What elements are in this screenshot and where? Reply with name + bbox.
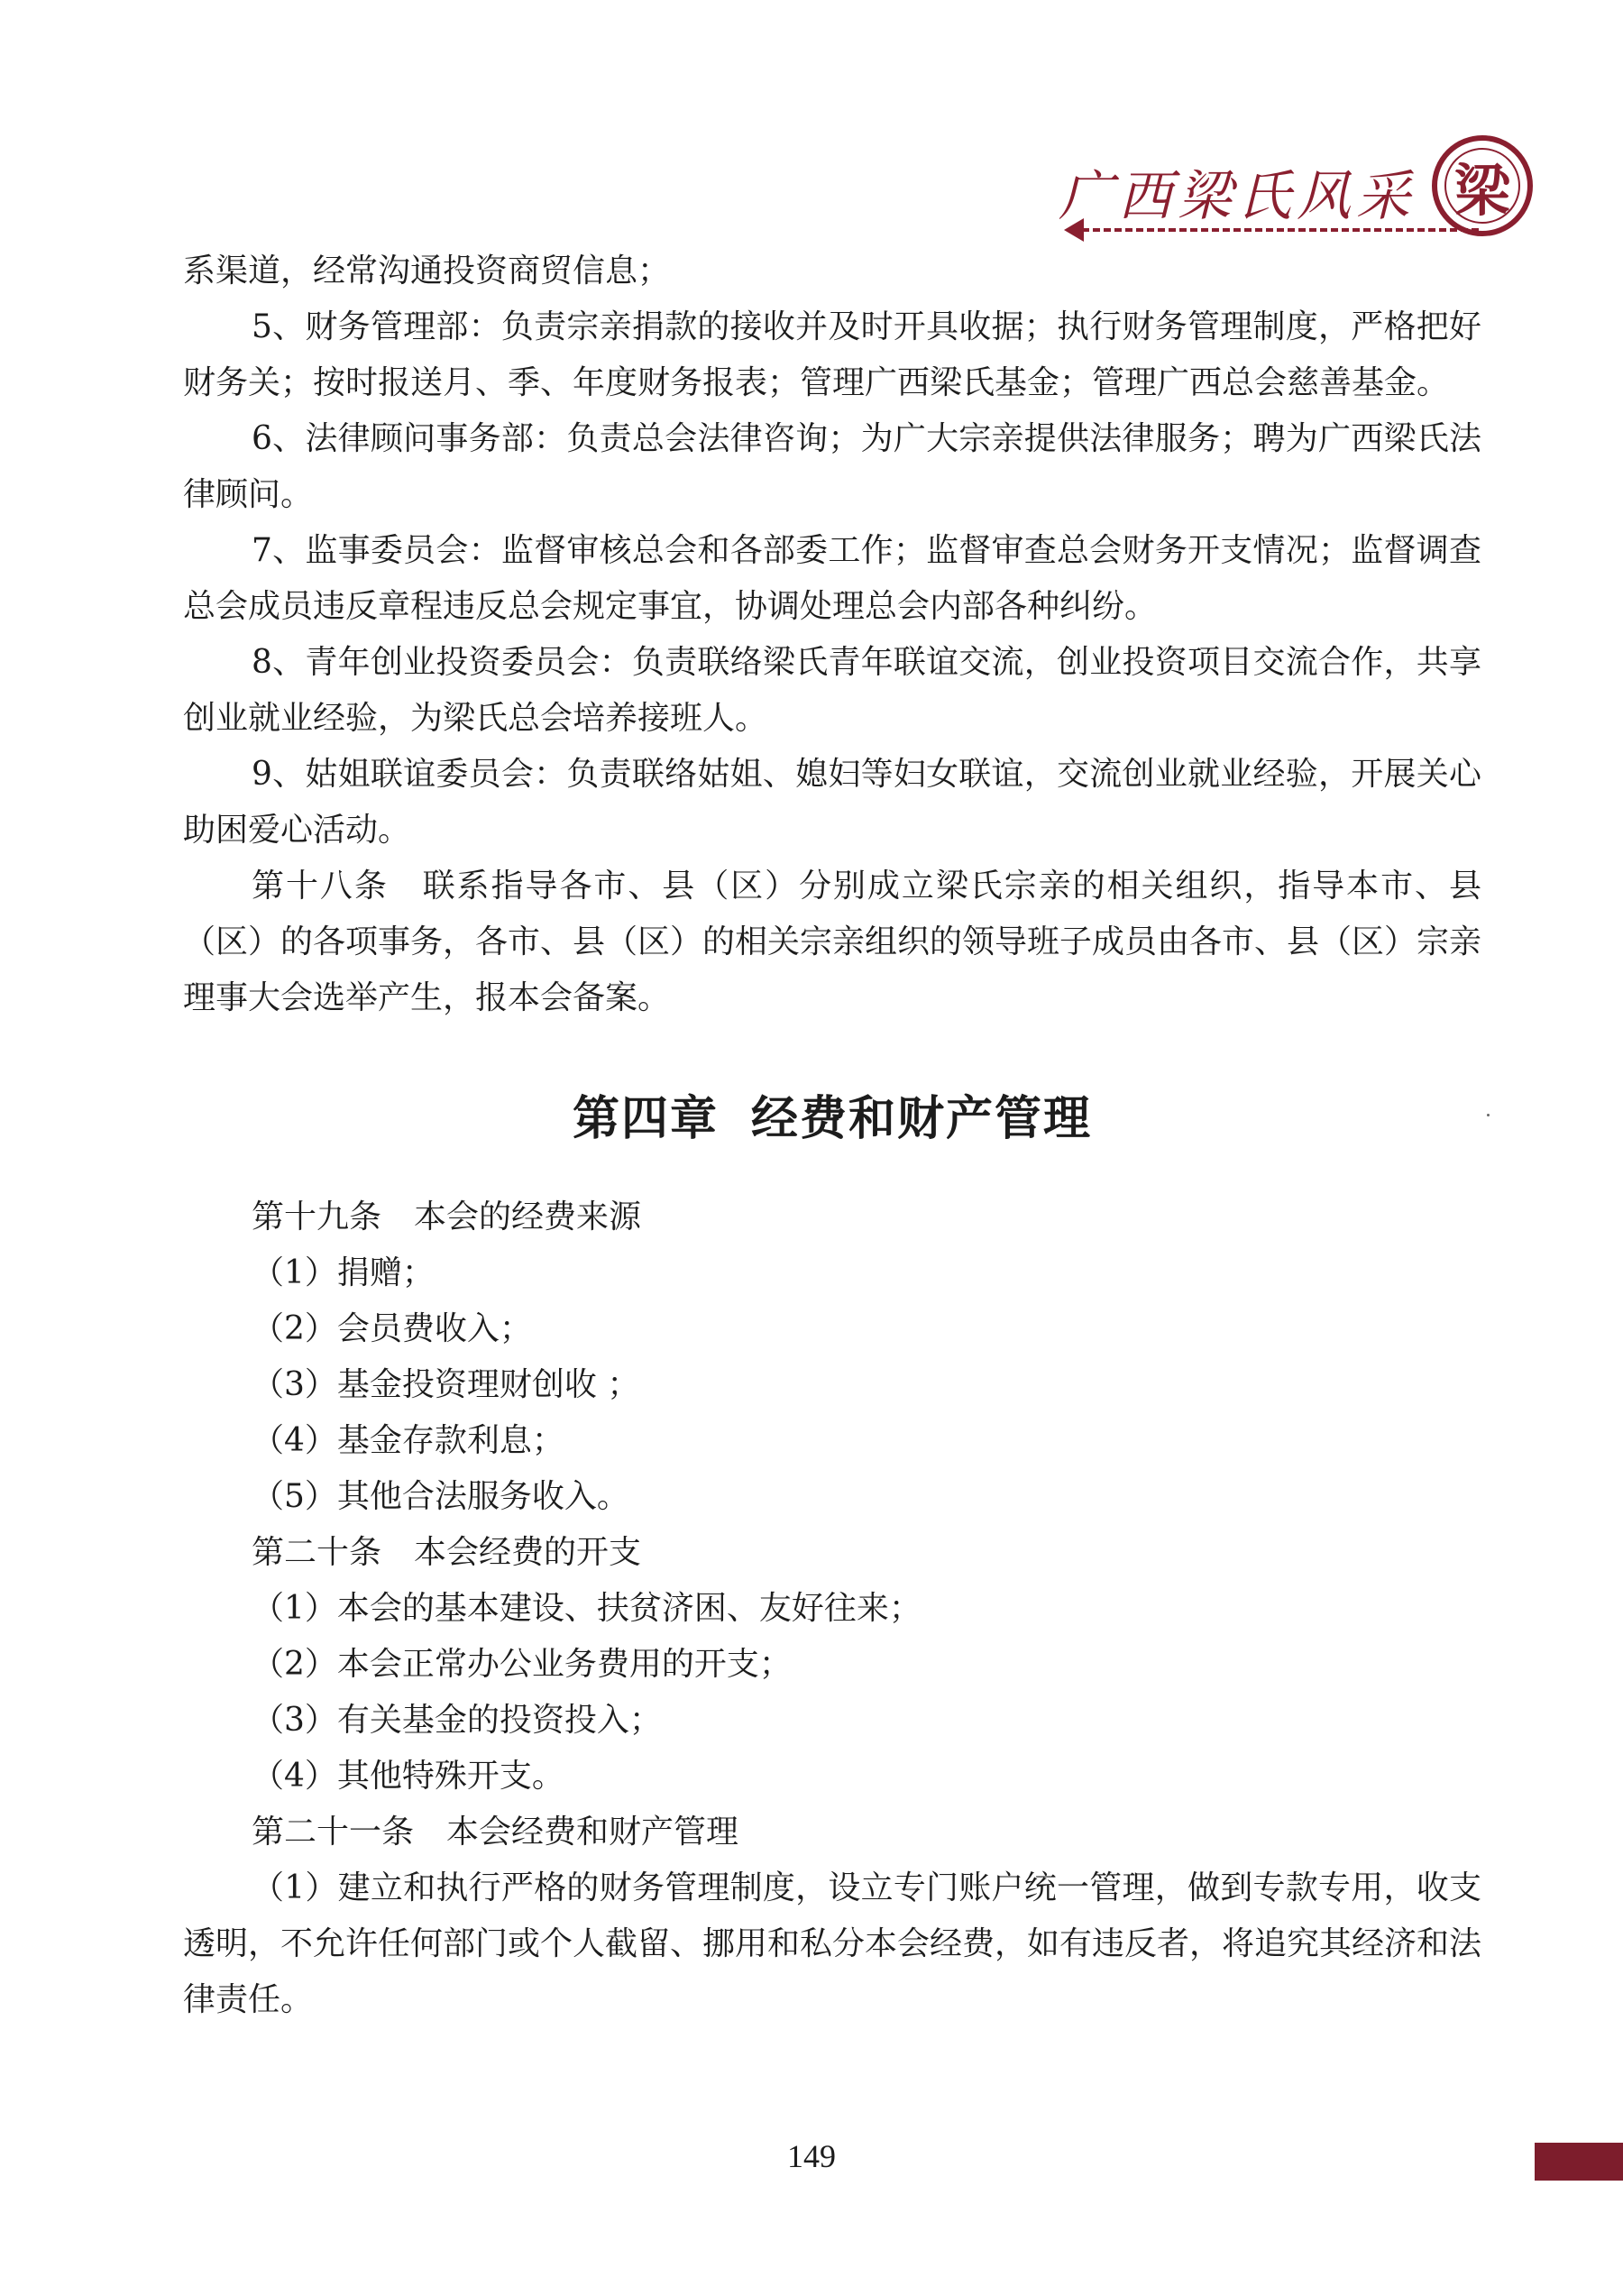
paragraph: 6、法律顾问事务部：负责总会法律咨询；为广大宗亲提供法律服务；聘为广西梁氏法律顾问。 xyxy=(183,420,1481,513)
chapter-title: 经费和财产管理 xyxy=(751,1092,1093,1146)
header-title: 广西梁氏风采 xyxy=(1059,165,1416,228)
list-item: （5）其他合法服务收入。 xyxy=(252,1478,629,1515)
scan-speck xyxy=(1487,1114,1490,1116)
paragraph: 8、青年创业投资委员会：负责联络梁氏青年联谊交流，创业投资项目交流合作，共享创业就业经验，为梁氏总会培养接班人。 xyxy=(183,644,1481,737)
paragraph: 7、监事委员会：监督审核总会和各部委工作；监督审查总会财务开支情况；监督调查总会成员违反章程违反总会规定事宜，协调处理总会内部各种纠纷。 xyxy=(183,532,1481,625)
list-item: （4）其他特殊开支。 xyxy=(252,1758,564,1795)
list-item: （3）基金投资理财创收 ； xyxy=(252,1366,640,1403)
section-top-text xyxy=(183,243,1481,1026)
header-arrow-icon xyxy=(1064,218,1084,242)
paragraph: 5、财务管理部：负责宗亲捐款的接收并及时开具收据；执行财务管理制度，严格把好财务关；按时报送月、季、年度财务报表；管理广西梁氏基金；管理广西总会慈善基金。 xyxy=(183,308,1481,401)
list-item: （2）本会正常办公业务费用的开支； xyxy=(252,1646,792,1683)
article-heading: 第二十一条 本会经费和财产管理 xyxy=(252,1814,739,1851)
page-corner-tab xyxy=(1535,2143,1623,2181)
seal-inner-ring xyxy=(1444,148,1520,224)
list-item: （3）有关基金的投资投入； xyxy=(252,1702,662,1739)
chapter-heading xyxy=(183,1080,1481,1148)
section-chapter-four-text xyxy=(183,1189,1481,2028)
list-item: （4）基金存款利息； xyxy=(252,1422,564,1459)
article-heading: 第二十条 本会经费的开支 xyxy=(252,1534,642,1571)
list-item: （1）建立和执行严格的财务管理制度，设立专门账户统一管理，做到专款专用，收支透明，不允许任何部门或个人截留、挪用和私分本会经费，如有违反者，将追究其经济和法律责任。 xyxy=(183,1869,1482,2018)
page-number: 149 xyxy=(787,2138,836,2174)
list-item: （2）会员费收入； xyxy=(252,1310,532,1347)
list-item: （1）本会的基本建设、扶贫济困、友好往来； xyxy=(252,1590,922,1627)
page-body xyxy=(183,243,1481,2028)
paragraph: 9、姑姐联谊委员会：负责联络姑姐、媳妇等妇女联谊，交流创业就业经验，开展关心助困爱心活动。 xyxy=(183,756,1481,849)
header-dashed-rule xyxy=(1082,228,1479,232)
running-header xyxy=(992,135,1533,243)
seal-character: 梁 xyxy=(1453,157,1510,224)
article-heading: 第十九条 本会的经费来源 xyxy=(252,1199,642,1235)
paragraph: 第十八条 联系指导各市、县（区）分别成立梁氏宗亲的相关组织，指导本市、县（区）的各项事务，各市、县（区）的相关宗亲组织的领导班子成员由各市、县（区）宗亲理事大会选举产生，报本会备案。 xyxy=(183,868,1482,1016)
paragraph: 系渠道，经常沟通投资商贸信息； xyxy=(183,253,671,289)
chapter-number: 第四章 xyxy=(572,1092,719,1146)
surname-seal-logo xyxy=(1432,135,1533,236)
list-item: （1）捐赠； xyxy=(252,1254,435,1291)
